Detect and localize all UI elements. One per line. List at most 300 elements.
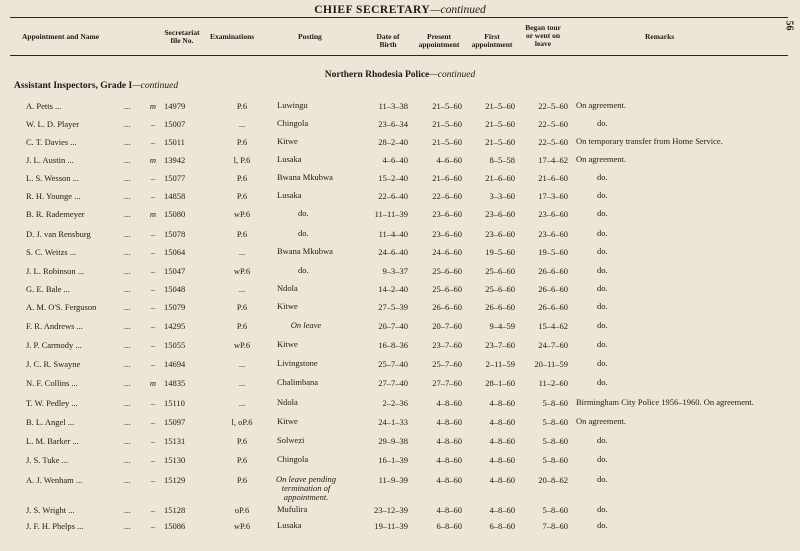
cell-posting: Chalimbana xyxy=(277,377,319,387)
cell-remarks: do. xyxy=(597,454,608,464)
cell-m: – xyxy=(150,247,156,257)
cell-name: L. S. Wesson ... xyxy=(26,173,79,183)
table-row xyxy=(0,417,800,431)
cell-dots: ... xyxy=(124,119,131,129)
header-file xyxy=(158,29,206,45)
cell-present: 23–6–60 xyxy=(432,209,462,219)
header-dob xyxy=(364,33,412,49)
cell-first: 23–6–60 xyxy=(485,209,515,219)
cell-dob: 14–2–40 xyxy=(378,284,408,294)
cell-dob: 4–6–40 xyxy=(382,155,408,165)
page-title-suffix: —continued xyxy=(430,4,486,16)
cell-remarks: do. xyxy=(597,208,608,218)
cell-file: 14858 xyxy=(164,191,186,201)
cell-m: – xyxy=(150,417,156,427)
cell-file: 15080 xyxy=(164,209,186,219)
cell-tour: 5–8–60 xyxy=(542,436,568,446)
cell-m: – xyxy=(150,521,156,531)
cell-name: J. C. R. Swayne xyxy=(26,359,81,369)
cell-dots: ... xyxy=(124,209,131,219)
cell-file: 14295 xyxy=(164,321,186,331)
cell-remarks: do. xyxy=(597,520,608,530)
cell-file: 15055 xyxy=(164,340,186,350)
cell-name: J. S. Wright ... xyxy=(26,505,75,515)
cell-first: 23–7–60 xyxy=(485,340,515,350)
cell-posting: Bwana Mkubwa xyxy=(277,172,333,182)
cell-remarks: Birmingham City Police 1956–1960. On agreement. xyxy=(576,397,754,407)
cell-name: J. F. H. Phelps ... xyxy=(26,521,84,531)
cell-file: 15047 xyxy=(164,266,186,276)
cell-present: 4–8–60 xyxy=(436,398,462,408)
cell-tour: 5–8–60 xyxy=(542,455,568,465)
cell-name: J. S. Tuke ... xyxy=(26,455,69,465)
cell-name: N. F. Collins ... xyxy=(26,378,78,388)
cell-present: 4–8–60 xyxy=(436,417,462,427)
cell-m: – xyxy=(150,229,156,239)
cell-name: D. J. van Rensburg xyxy=(26,229,91,239)
cell-dob: 11–9–39 xyxy=(378,475,408,485)
cell-exam: l, P.6 xyxy=(233,155,251,165)
cell-tour: 22–5–60 xyxy=(538,101,568,111)
cell-first: 2–11–59 xyxy=(485,359,515,369)
cell-name: B. R. Rademeyer xyxy=(26,209,85,219)
cell-present: 23–7–60 xyxy=(432,340,462,350)
header-rule xyxy=(10,55,788,56)
cell-remarks: do. xyxy=(597,339,608,349)
cell-remarks: On agreement. xyxy=(576,154,627,164)
cell-name: F. R. Andrews ... xyxy=(26,321,83,331)
cell-name: R. H. Younge ... xyxy=(26,191,81,201)
cell-dob: 24–1–33 xyxy=(378,417,408,427)
header-file-line1: Secretariat xyxy=(164,28,200,37)
cell-dots: ... xyxy=(124,398,131,408)
cell-dob: 23–12–39 xyxy=(374,505,408,515)
cell-first: 25–6–60 xyxy=(485,266,515,276)
cell-present: 24–6–60 xyxy=(432,247,462,257)
cell-m: – xyxy=(150,436,156,446)
group-title-suffix: —continued xyxy=(132,81,179,91)
cell-dob: 27–7–40 xyxy=(378,378,408,388)
cell-name: B. L. Angel ... xyxy=(26,417,75,427)
cell-posting: Kitwe xyxy=(277,416,298,426)
cell-posting: On leave pending termination of appointment. xyxy=(276,474,336,502)
cell-tour: 20–11–59 xyxy=(534,359,568,369)
cell-name: J. L. Austin ... xyxy=(26,155,74,165)
cell-m: – xyxy=(150,191,156,201)
cell-dots: ... xyxy=(124,455,131,465)
cell-m: – xyxy=(150,173,156,183)
cell-exam: P.6 xyxy=(236,455,248,465)
cell-dots: ... xyxy=(124,521,131,531)
cell-tour: 26–6–60 xyxy=(538,302,568,312)
cell-m: m xyxy=(149,101,157,111)
cell-tour: 17–4–62 xyxy=(538,155,568,165)
cell-name: C. T. Davies ... xyxy=(26,137,77,147)
page-title xyxy=(0,4,800,16)
cell-m: – xyxy=(150,340,156,350)
cell-remarks: do. xyxy=(597,265,608,275)
cell-remarks: do. xyxy=(597,172,608,182)
cell-m: – xyxy=(150,455,156,465)
cell-posting: On leave xyxy=(290,320,322,330)
cell-dots: ... xyxy=(124,137,131,147)
cell-exam: wP.6 xyxy=(233,209,251,219)
header-tour xyxy=(518,24,568,48)
cell-first: 25–6–60 xyxy=(485,284,515,294)
cell-dob: 29–9–38 xyxy=(378,436,408,446)
cell-dots: ... xyxy=(124,247,131,257)
cell-name: J. L. Robinson ... xyxy=(26,266,85,276)
cell-name: A. J. Wenham ... xyxy=(26,475,83,485)
cell-posting: Ndola xyxy=(277,283,298,293)
cell-remarks: do. xyxy=(597,246,608,256)
section-title-suffix: —continued xyxy=(429,70,476,80)
cell-tour: 23–6–60 xyxy=(538,229,568,239)
table-row xyxy=(0,398,800,412)
cell-file: 15129 xyxy=(164,475,186,485)
cell-first: 26–6–60 xyxy=(485,302,515,312)
cell-dots: ... xyxy=(124,191,131,201)
cell-first: 4–8–60 xyxy=(489,455,515,465)
cell-m: – xyxy=(150,119,156,129)
cell-posting: Kitwe xyxy=(277,301,298,311)
cell-tour: 26–6–60 xyxy=(538,266,568,276)
cell-tour: 19–5–60 xyxy=(538,247,568,257)
cell-file: 15011 xyxy=(164,137,185,147)
cell-exam: P.6 xyxy=(236,137,248,147)
header-dob-line2: Birth xyxy=(379,40,397,49)
table-row xyxy=(0,247,800,261)
cell-exam: oP.6 xyxy=(234,505,250,515)
cell-m: m xyxy=(149,209,157,219)
cell-dob: 11–4–40 xyxy=(378,229,408,239)
cell-m: – xyxy=(150,266,156,276)
cell-tour: 7–8–60 xyxy=(542,521,568,531)
cell-first: 21–5–60 xyxy=(485,101,515,111)
table-row xyxy=(0,155,800,169)
cell-m: – xyxy=(150,284,156,294)
cell-posting: do. xyxy=(298,208,309,218)
header-exams: Examinations xyxy=(210,32,255,41)
cell-exam: wP.6 xyxy=(233,266,251,276)
cell-remarks: do. xyxy=(597,358,608,368)
header-first-line2: appointment xyxy=(471,40,513,49)
cell-dob: 11–3–38 xyxy=(378,101,408,111)
cell-exam: wP.6 xyxy=(233,340,251,350)
table-row xyxy=(0,505,800,519)
cell-file: 15086 xyxy=(164,521,186,531)
cell-first: 9–4–59 xyxy=(489,321,515,331)
cell-dots: ... xyxy=(124,302,131,312)
cell-file: 15131 xyxy=(164,436,186,446)
cell-file: 15007 xyxy=(164,119,186,129)
cell-first: 6–8–60 xyxy=(489,521,515,531)
header-posting: Posting xyxy=(298,32,322,41)
table-row xyxy=(0,302,800,316)
cell-m: – xyxy=(150,137,156,147)
cell-m: m xyxy=(149,155,157,165)
table-row xyxy=(0,101,800,115)
cell-exam: ... xyxy=(238,284,246,294)
cell-first: 28–1–60 xyxy=(485,378,515,388)
cell-file: 15048 xyxy=(164,284,186,294)
cell-present: 20–7–60 xyxy=(432,321,462,331)
header-present-line1: Present xyxy=(426,32,452,41)
cell-present: 4–8–60 xyxy=(436,455,462,465)
cell-first: 4–8–60 xyxy=(489,475,515,485)
cell-exam: l, oP.6 xyxy=(231,417,253,427)
cell-present: 21–5–60 xyxy=(432,119,462,129)
cell-posting: Lusaka xyxy=(277,190,302,200)
cell-posting: Kitwe xyxy=(277,339,298,349)
header-tour-line2: or went on xyxy=(525,31,561,40)
cell-dob: 24–6–40 xyxy=(378,247,408,257)
table-row xyxy=(0,266,800,280)
cell-first: 21–5–60 xyxy=(485,119,515,129)
cell-dots: ... xyxy=(124,173,131,183)
cell-dob: 16–8–36 xyxy=(378,340,408,350)
cell-first: 4–8–60 xyxy=(489,398,515,408)
cell-tour: 11–2–60 xyxy=(538,378,568,388)
cell-remarks: do. xyxy=(597,283,608,293)
cell-posting: do. xyxy=(298,265,309,275)
cell-exam: P.6 xyxy=(236,191,248,201)
cell-exam: P.6 xyxy=(236,229,248,239)
header-present-line2: appointment xyxy=(418,40,460,49)
cell-file: 15079 xyxy=(164,302,186,312)
cell-dots: ... xyxy=(124,321,131,331)
cell-tour: 20–8–62 xyxy=(538,475,568,485)
cell-name: A. M. O'S. Ferguson xyxy=(26,302,97,312)
cell-file: 15077 xyxy=(164,173,186,183)
cell-dots: ... xyxy=(124,505,131,515)
cell-dots: ... xyxy=(124,229,131,239)
cell-name: L. M. Barker ... xyxy=(26,436,79,446)
cell-present: 25–7–60 xyxy=(432,359,462,369)
cell-file: 13942 xyxy=(164,155,186,165)
cell-name: W. L. D. Player xyxy=(26,119,80,129)
cell-exam: wP.6 xyxy=(233,521,251,531)
cell-tour: 22–5–60 xyxy=(538,137,568,147)
cell-posting: Chingola xyxy=(277,118,309,128)
cell-exam: ... xyxy=(238,378,246,388)
cell-remarks: do. xyxy=(597,504,608,514)
cell-dob: 2–2–36 xyxy=(382,398,408,408)
cell-file: 15130 xyxy=(164,455,186,465)
cell-remarks: do. xyxy=(597,474,608,484)
cell-first: 23–6–60 xyxy=(485,229,515,239)
header-first xyxy=(466,33,518,49)
cell-dots: ... xyxy=(124,266,131,276)
table-row xyxy=(0,229,800,243)
cell-tour: 5–8–60 xyxy=(542,417,568,427)
header-dob-line1: Date of xyxy=(376,32,400,41)
cell-present: 25–6–60 xyxy=(432,266,462,276)
cell-first: 21–6–60 xyxy=(485,173,515,183)
cell-file: 15064 xyxy=(164,247,186,257)
cell-first: 4–8–60 xyxy=(489,505,515,515)
cell-name: J. P. Carmody ... xyxy=(26,340,82,350)
cell-remarks: do. xyxy=(597,228,608,238)
header-appointment: Appointment and Name xyxy=(22,32,100,41)
cell-present: 22–6–60 xyxy=(432,191,462,201)
cell-m: – xyxy=(150,321,156,331)
cell-dots: ... xyxy=(124,436,131,446)
cell-dob: 23–6–34 xyxy=(378,119,408,129)
cell-exam: ... xyxy=(238,247,246,257)
cell-remarks: do. xyxy=(597,301,608,311)
cell-tour: 21–6–60 xyxy=(538,173,568,183)
cell-exam: P.6 xyxy=(236,321,248,331)
table-row xyxy=(0,340,800,354)
cell-present: 4–6–60 xyxy=(436,155,462,165)
cell-posting: Livingstone xyxy=(277,358,318,368)
table-row xyxy=(0,173,800,187)
header-tour-line1: Began tour xyxy=(525,23,561,32)
cell-first: 19–5–60 xyxy=(485,247,515,257)
header-first-line1: First xyxy=(484,32,500,41)
cell-tour: 15–4–62 xyxy=(538,321,568,331)
cell-exam: P.6 xyxy=(236,173,248,183)
table-row xyxy=(0,137,800,151)
group-title xyxy=(14,81,178,91)
section-title-text: Northern Rhodesia Police xyxy=(324,70,430,80)
cell-present: 4–8–60 xyxy=(436,436,462,446)
table-row xyxy=(0,284,800,298)
cell-file: 15128 xyxy=(164,505,186,515)
table-row xyxy=(0,321,800,335)
cell-dots: ... xyxy=(124,378,131,388)
table-row xyxy=(0,378,800,392)
cell-present: 4–8–60 xyxy=(436,475,462,485)
table-row xyxy=(0,521,800,535)
cell-remarks: do. xyxy=(597,190,608,200)
cell-m: – xyxy=(150,398,156,408)
cell-dob: 28–2–40 xyxy=(378,137,408,147)
cell-dob: 15–2–40 xyxy=(378,173,408,183)
cell-posting: Ndola xyxy=(277,397,298,407)
cell-first: 21–5–60 xyxy=(485,137,515,147)
cell-dob: 11–11–39 xyxy=(374,209,408,219)
cell-posting: Bwana Mkubwa xyxy=(277,246,333,256)
cell-dots: ... xyxy=(124,417,131,427)
cell-tour: 22–5–60 xyxy=(538,119,568,129)
section-title xyxy=(0,70,800,80)
cell-present: 6–8–60 xyxy=(436,521,462,531)
cell-name: G. E. Bale ... xyxy=(26,284,70,294)
cell-first: 3–3–60 xyxy=(489,191,515,201)
cell-present: 27–7–60 xyxy=(432,378,462,388)
cell-present: 26–6–60 xyxy=(432,302,462,312)
cell-remarks: do. xyxy=(597,118,608,128)
cell-tour: 5–8–60 xyxy=(542,398,568,408)
cell-file: 15110 xyxy=(164,398,185,408)
cell-posting: Luwingu xyxy=(277,100,308,110)
cell-exam: P.6 xyxy=(236,475,248,485)
cell-dob: 20–7–40 xyxy=(378,321,408,331)
header-tour-line3: leave xyxy=(534,39,552,48)
cell-m: – xyxy=(150,302,156,312)
cell-dob: 25–7–40 xyxy=(378,359,408,369)
cell-posting: Solwezi xyxy=(277,435,305,445)
cell-tour: 24–7–60 xyxy=(538,340,568,350)
group-title-text: Assistant Inspectors, Grade I xyxy=(14,81,133,91)
header-present xyxy=(412,33,466,49)
cell-m: – xyxy=(150,475,156,485)
page-number: 56 xyxy=(783,20,795,31)
cell-dots: ... xyxy=(124,101,131,111)
cell-name: T. W. Pedley ... xyxy=(26,398,78,408)
cell-m: – xyxy=(150,505,156,515)
cell-first: 8–5–58 xyxy=(489,155,515,165)
cell-posting: Mufulira xyxy=(277,504,308,514)
cell-remarks: do. xyxy=(597,320,608,330)
cell-exam: ... xyxy=(238,359,246,369)
cell-remarks: On agreement. xyxy=(576,416,627,426)
cell-remarks: do. xyxy=(597,435,608,445)
cell-present: 23–6–60 xyxy=(432,229,462,239)
cell-name: A. Petts ... xyxy=(26,101,62,111)
cell-posting: do. xyxy=(298,228,309,238)
cell-dob: 22–6–40 xyxy=(378,191,408,201)
table-row xyxy=(0,455,800,469)
cell-dots: ... xyxy=(124,284,131,294)
cell-file: 14835 xyxy=(164,378,186,388)
cell-file: 15097 xyxy=(164,417,186,427)
table-row xyxy=(0,474,800,502)
cell-exam: ... xyxy=(238,398,246,408)
cell-exam: P.6 xyxy=(236,101,248,111)
cell-exam: P.6 xyxy=(236,436,248,446)
cell-tour: 17–3–60 xyxy=(538,191,568,201)
cell-m: – xyxy=(150,359,156,369)
cell-dob: 9–3–37 xyxy=(382,266,408,276)
cell-remarks: On agreement. xyxy=(576,100,627,110)
table-row xyxy=(0,209,800,223)
cell-tour: 26–6–60 xyxy=(538,284,568,294)
cell-posting: Lusaka xyxy=(277,520,302,530)
cell-dob: 19–11–39 xyxy=(374,521,408,531)
cell-exam: ... xyxy=(238,119,246,129)
cell-present: 21–5–60 xyxy=(432,101,462,111)
cell-exam: P.6 xyxy=(236,302,248,312)
cell-dots: ... xyxy=(124,359,131,369)
page-title-text: CHIEF SECRETARY xyxy=(314,4,431,16)
cell-tour: 5–8–60 xyxy=(542,505,568,515)
cell-first: 4–8–60 xyxy=(489,436,515,446)
cell-file: 14979 xyxy=(164,101,186,111)
cell-present: 21–6–60 xyxy=(432,173,462,183)
table-row xyxy=(0,436,800,450)
cell-file: 15078 xyxy=(164,229,186,239)
cell-first: 4–8–60 xyxy=(489,417,515,427)
top-rule xyxy=(10,17,788,18)
header-file-line2: file No. xyxy=(170,36,194,45)
cell-posting: Chingola xyxy=(277,454,309,464)
table-row xyxy=(0,191,800,205)
cell-dots: ... xyxy=(124,340,131,350)
cell-dots: ... xyxy=(124,475,131,485)
cell-present: 21–5–60 xyxy=(432,137,462,147)
header-remarks: Remarks xyxy=(645,32,675,41)
cell-posting: Kitwe xyxy=(277,136,298,146)
cell-remarks: On temporary transfer from Home Service. xyxy=(576,136,723,146)
cell-file: 14694 xyxy=(164,359,186,369)
cell-present: 25–6–60 xyxy=(432,284,462,294)
cell-dots: ... xyxy=(124,155,131,165)
cell-posting: Lusaka xyxy=(277,154,302,164)
cell-tour: 23–6–60 xyxy=(538,209,568,219)
